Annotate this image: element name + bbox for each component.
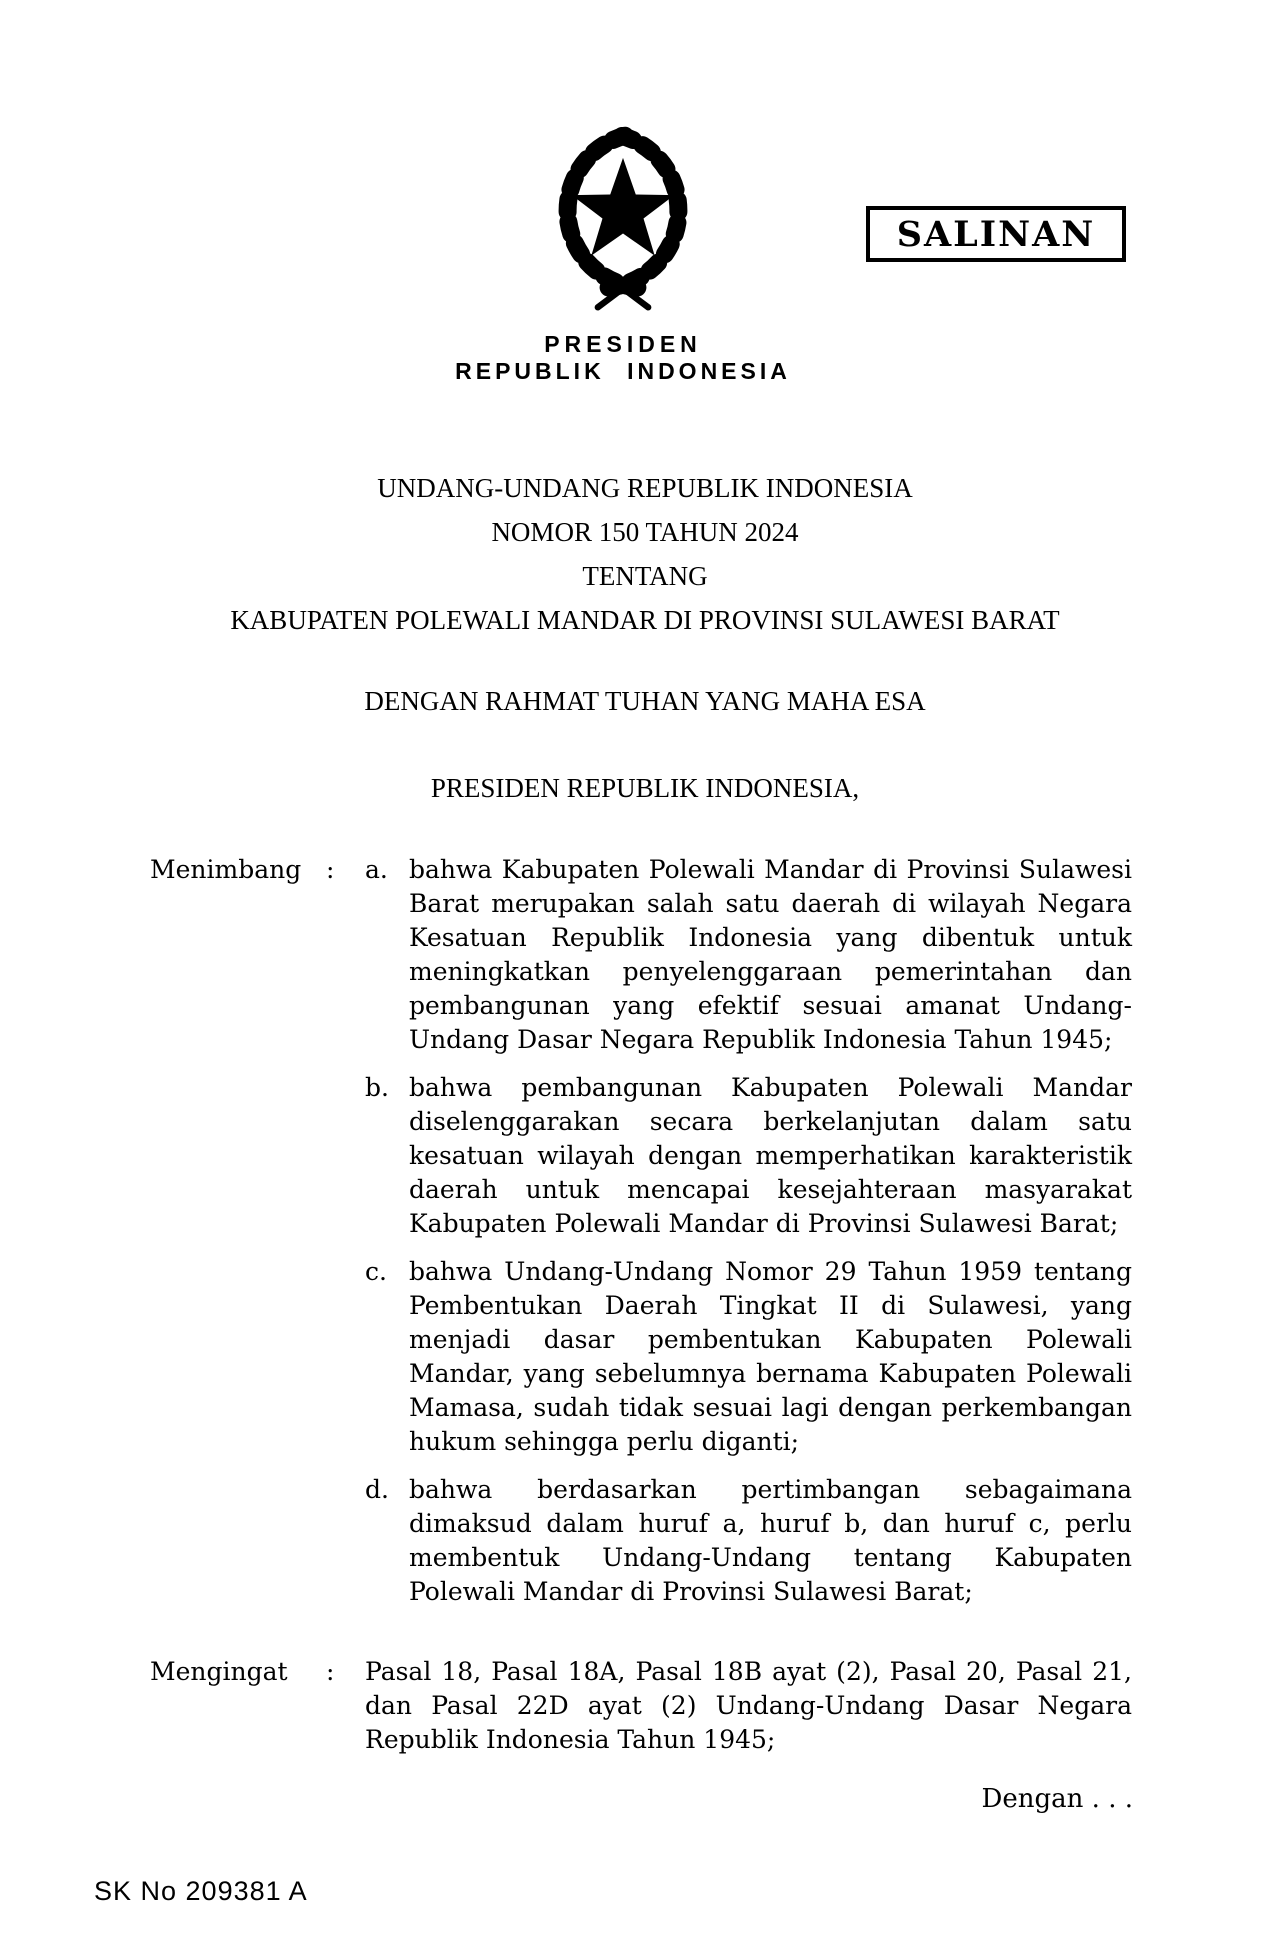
menimbang-item-d <box>365 1473 1132 1609</box>
item-text: bahwa berdasarkan pertimbangan sebagaimana dimaksud dalam huruf a, huruf b, dan huruf c, perlu membentuk Undang-Undang tentang Kabupaten Polewali Mandar di Provinsi Sulawesi Barat; <box>409 1475 1132 1606</box>
catchword: Dengan . . . <box>981 1784 1133 1814</box>
document-title <box>20 466 1270 642</box>
menimbang-section <box>150 853 1132 1609</box>
item-marker: b. <box>365 1073 389 1102</box>
invocation-line: DENGAN RAHMAT TUHAN YANG MAHA ESA <box>364 686 926 716</box>
letterhead <box>0 331 1246 385</box>
mengingat-text: Pasal 18, Pasal 18A, Pasal 18B ayat (2), Pasal 20, Pasal 21, dan Pasal 22D ayat (2) Undang-Undang Dasar Negara Republik Indonesia Tahun 1945; <box>365 1657 1132 1754</box>
mengingat-section <box>150 1655 1132 1757</box>
star-wreath-emblem-icon <box>533 124 713 316</box>
item-text: bahwa pembangunan Kabupaten Polewali Mandar diselenggarakan secara berkelanjutan dalam satu kesatuan wilayah dengan memperhatikan karakteristik daerah untuk mencapai kesejahteraan masyarakat Kabupaten Polewali Mandar di Provinsi Sulawesi Barat; <box>409 1073 1132 1238</box>
mengingat-label: Mengingat <box>150 1657 288 1686</box>
item-marker: c. <box>365 1257 387 1286</box>
item-text: bahwa Kabupaten Polewali Mandar di Provinsi Sulawesi Barat merupakan salah satu daerah di wilayah Negara Kesatuan Republik Indonesia yang dibentuk untuk meningkatkan penyelenggaraan pemerintahan dan pembangunan yang efektif sesuai amanat Undang-Undang Dasar Negara Republik Indonesia Tahun 1945; <box>409 855 1132 1054</box>
salinan-stamp <box>866 206 1126 262</box>
title-line-4: KABUPATEN POLEWALI MANDAR DI PROVINSI SULAWESI BARAT <box>230 605 1060 635</box>
menimbang-colon: : <box>326 855 335 884</box>
item-marker: a. <box>365 855 388 884</box>
presidential-seal <box>533 124 713 316</box>
menimbang-item-b <box>365 1071 1132 1241</box>
title-line-2: NOMOR 150 TAHUN 2024 <box>491 517 799 547</box>
footer-sk-code: SK No 209381 A <box>94 1876 308 1906</box>
letterhead-republik-indonesia: REPUBLIK INDONESIA <box>455 358 791 384</box>
menimbang-items <box>365 853 1132 1609</box>
salinan-label: SALINAN <box>896 213 1096 255</box>
menimbang-item-a <box>365 853 1132 1057</box>
title-line-3: TENTANG <box>582 561 708 591</box>
letterhead-presiden: PRESIDEN <box>544 331 702 357</box>
item-marker: d. <box>365 1475 389 1504</box>
authority-line: PRESIDEN REPUBLIK INDONESIA, <box>430 773 860 803</box>
menimbang-item-c <box>365 1255 1132 1459</box>
title-line-1: UNDANG-UNDANG REPUBLIK INDONESIA <box>377 473 913 503</box>
mengingat-colon: : <box>326 1657 335 1686</box>
menimbang-label: Menimbang <box>150 855 302 884</box>
item-text: bahwa Undang-Undang Nomor 29 Tahun 1959 tentang Pembentukan Daerah Tingkat II di Sulawesi, yang menjadi dasar pembentukan Kabupaten Polewali Mandar, yang sebelumnya bernama Kabupaten Polewali Mamasa, sudah tidak sesuai lagi dengan perkembangan hukum sehingga perlu diganti; <box>409 1257 1132 1456</box>
